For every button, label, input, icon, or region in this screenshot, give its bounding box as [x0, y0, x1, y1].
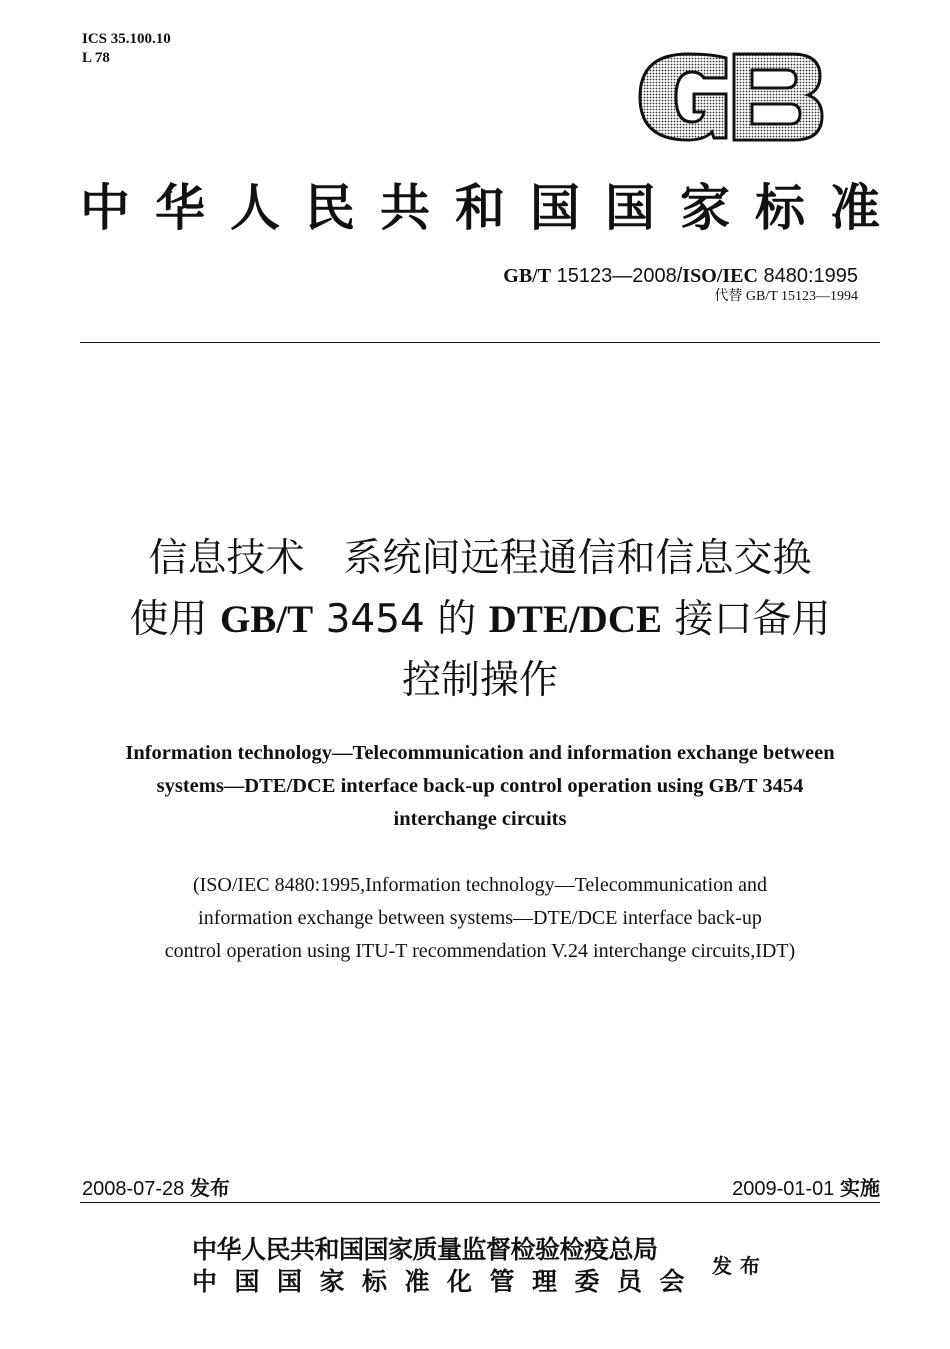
ccs-code: L 78: [82, 50, 110, 66]
classification-codes: [82, 30, 171, 68]
iso-reference: [60, 869, 900, 968]
iso-part: ISO/IEC: [682, 265, 758, 287]
issuer-sac: 中国国家标准化管理委员会: [192, 1267, 703, 1296]
standard-number: [503, 264, 858, 288]
english-title-line-2: systems—DTE/DCE interface back-up control operation using GB/T 3454: [156, 775, 804, 797]
chinese-title-line-2: [60, 589, 900, 650]
chinese-title-text: 使用: [129, 597, 208, 642]
replaces-note: 代替 GB/T 15123—1994: [714, 289, 858, 304]
english-title-line-1: Information technology—Telecommunication and information exchange between: [125, 742, 835, 764]
gb-logo: [634, 48, 826, 146]
publish-date: 2008-07-28: [82, 1178, 185, 1200]
iso-reference-line-1: (ISO/IEC 8480:1995,Information technology—Telecommunication and: [192, 874, 768, 896]
standard-prefix: GB/T: [503, 265, 552, 287]
standard-number-part: 15123—2008/: [556, 265, 683, 287]
ics-code: ICS 35.100.10: [82, 31, 171, 47]
footer-divider: [80, 1202, 880, 1203]
english-title-line-3: interchange circuits: [393, 808, 567, 830]
header-divider: [80, 342, 880, 343]
iso-reference-line-3: control operation using ITU-T recommendation V.24 interchange circuits,IDT): [164, 940, 796, 962]
chinese-title-line-1: 信息技术 系统间远程通信和信息交换: [148, 536, 812, 581]
publish-date-block: [82, 1175, 230, 1202]
iso-reference-line-2: information exchange between systems—DTE/DCE interface back-up: [198, 907, 762, 929]
implement-date: 2009-01-01: [732, 1178, 835, 1200]
iso-number: 8480:1995: [763, 265, 858, 287]
implement-label: 实施: [840, 1176, 880, 1200]
chinese-title-text: 的: [437, 597, 477, 642]
chinese-title-text: 3454: [325, 597, 425, 642]
issued-label: 发布: [712, 1254, 768, 1278]
national-standard-title: 中华人民共和国国家标准: [80, 178, 905, 237]
chinese-title-text: GB/T: [219, 598, 314, 641]
english-title: [60, 737, 900, 836]
chinese-title-text: DTE/DCE: [488, 598, 663, 641]
chinese-title-line-3: 控制操作: [401, 658, 558, 703]
publish-label: 发布: [189, 1176, 230, 1200]
chinese-title-text: 接口备用: [674, 597, 831, 642]
issuer-aqsiq: 中华人民共和国国家质量监督检验检疫总局: [192, 1235, 658, 1264]
implement-date-block: [732, 1175, 880, 1202]
chinese-title: [60, 528, 900, 711]
